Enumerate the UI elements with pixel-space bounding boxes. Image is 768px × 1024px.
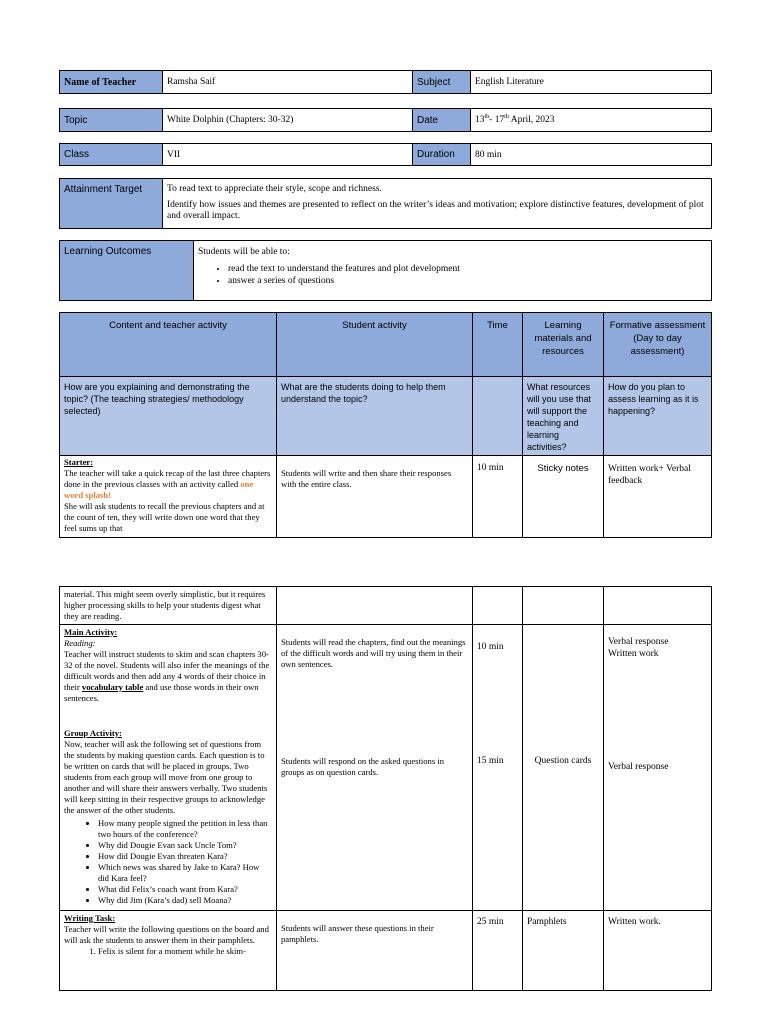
subheader-content: How are you explaining and demonstrating the topic? (The teaching strategies/ methodology selected) [60, 377, 277, 456]
group-time: 15 min [477, 756, 504, 766]
main-time: 10 min [477, 642, 504, 652]
outcomes-table [59, 240, 712, 301]
header-materials: Learning materials and resources [523, 313, 604, 377]
writing-task-text: Teacher will write the following questions on the board and will ask the students to answer them in their pamphlets. [64, 924, 269, 945]
main-text-a: Teacher will instruct students to skim and scan chapters 30-32 of the novel. Students will also infer the meanings of the difficult words and then add any 4 words of their choice in their [64, 649, 270, 692]
starter-time: 10 min [473, 456, 523, 538]
subheader-materials: What resources will you use that will support the teaching and learning activities? [523, 377, 604, 456]
writing-assessment: Written work. [604, 911, 712, 991]
question-item: • How did Dougie Evan threaten Kara? [98, 851, 272, 862]
starter-text-a: The teacher will take a quick recap of the last three chapters done in the previous classes with an activity called [64, 468, 271, 489]
main-text-b: and use those words in their own sentences. [64, 682, 259, 703]
writing-task-heading: Writing Task: [64, 913, 116, 923]
main-student-activity: Students will read the chapters, find out the meanings of the difficult words and will try using them in their own sentences. [281, 637, 466, 669]
writing-time: 25 min [473, 911, 523, 991]
outcome-item: • read the text to understand the features and plot development [228, 263, 707, 275]
duration-value: 80 min [471, 144, 712, 166]
class-label: Class [60, 144, 163, 166]
class-table [59, 143, 712, 166]
question-item: • Why did Jim (Kara’s dad) sell Moana? [98, 895, 272, 906]
topic-label: Topic [60, 109, 163, 132]
subheader-time [473, 377, 523, 456]
vocabulary-table-label: vocabulary table [81, 682, 144, 692]
writing-resources: Pamphlets [523, 911, 604, 991]
duration-label: Duration [413, 144, 471, 166]
topic-table [59, 108, 712, 132]
date-value: 13th- 17th April, 2023 [471, 109, 712, 132]
reading-subheading: Reading: [64, 638, 96, 648]
outcomes-label: Learning Outcomes [60, 241, 194, 301]
subject-label: Subject [413, 71, 471, 94]
main-activity-heading: Main Activity: [64, 627, 118, 637]
teacher-table [59, 70, 712, 94]
attainment-line-1: To read text to appreciate their style, scope and richness. [167, 184, 382, 194]
teacher-label: Name of Teacher [60, 71, 163, 94]
question-item: • Which news was shared by Jake to Kara? How did Kara feel? [98, 862, 272, 884]
outcome-item: • answer a series of questions [228, 275, 707, 287]
group-activity-heading: Group Activity: [64, 728, 122, 738]
header-time: Time [473, 313, 523, 377]
header-content: Content and teacher activity [60, 313, 277, 377]
starter-heading: Starter: [64, 457, 94, 467]
outcomes-intro: Students will be able to: [198, 247, 290, 257]
topic-value: White Dolphin (Chapters: 30-32) [163, 109, 413, 132]
subheader-student: What are the students doing to help them understand the topic? [277, 377, 473, 456]
subheader-assessment: How do you plan to assess learning as it is happening? [604, 377, 712, 456]
starter-student-activity: Students will write and then share their responses with the entire class. [277, 456, 473, 538]
plan-table-page-1 [59, 312, 712, 538]
writing-question-item: 1. Felix is silent for a moment while he skim- [98, 946, 272, 957]
teacher-name: Ramsha Saif [163, 71, 413, 94]
header-assessment: Formative assessment (Day to day assessment) [604, 313, 712, 377]
starter-text-b: She will ask students to recall the previous chapters and at the count of ten, they will write down one word that they feel sums up that [64, 501, 265, 533]
question-item: • Why did Dougie Evan sack Uncle Tom? [98, 840, 272, 851]
starter-highlight: one word splash! [64, 479, 254, 500]
main-assessment-written: Written work [608, 648, 659, 659]
plan-table-page-2 [59, 586, 712, 991]
date-label: Date [413, 109, 471, 132]
main-assessment-verbal: Verbal response [608, 637, 669, 647]
question-item: • How many people signed the petition in less than two hours of the conference? [98, 818, 272, 840]
group-assessment: Verbal response [608, 762, 669, 772]
attainment-label: Attainment Target [60, 179, 163, 229]
group-activity-text: Now, teacher will ask the following set of questions from the students by making question cards. Each question is to be written on cards that will be placed in groups. Two students from each group will move from one group to another and will share their answers verbally. Two students will keep sitting in their respective groups to acknowledge the answer of the other students. [64, 739, 268, 815]
attainment-line-2: Identify how issues and themes are presented to reflect on the writer’s ideas and motivation; explore distinctive features, development of plot and overall impact. [167, 199, 704, 221]
header-student-activity: Student activity [277, 313, 473, 377]
starter-resources: Sticky notes [523, 456, 604, 538]
group-student-activity: Students will respond on the asked questions in groups as on question cards. [281, 756, 445, 777]
writing-student-activity: Students will answer these questions in their pamphlets. [277, 911, 473, 991]
group-resources: Question cards [534, 756, 592, 766]
question-item: • What did Felix’s coach want from Kara? [98, 884, 272, 895]
class-value: VII [163, 144, 413, 166]
continuation-text: material. This might seem overly simplistic, but it requires higher processing skills to help your students digest what they are reading. [60, 587, 277, 625]
subject-value: English Literature [471, 71, 712, 94]
starter-assessment: Written work+ Verbal feedback [604, 456, 712, 538]
attainment-table [59, 178, 712, 229]
